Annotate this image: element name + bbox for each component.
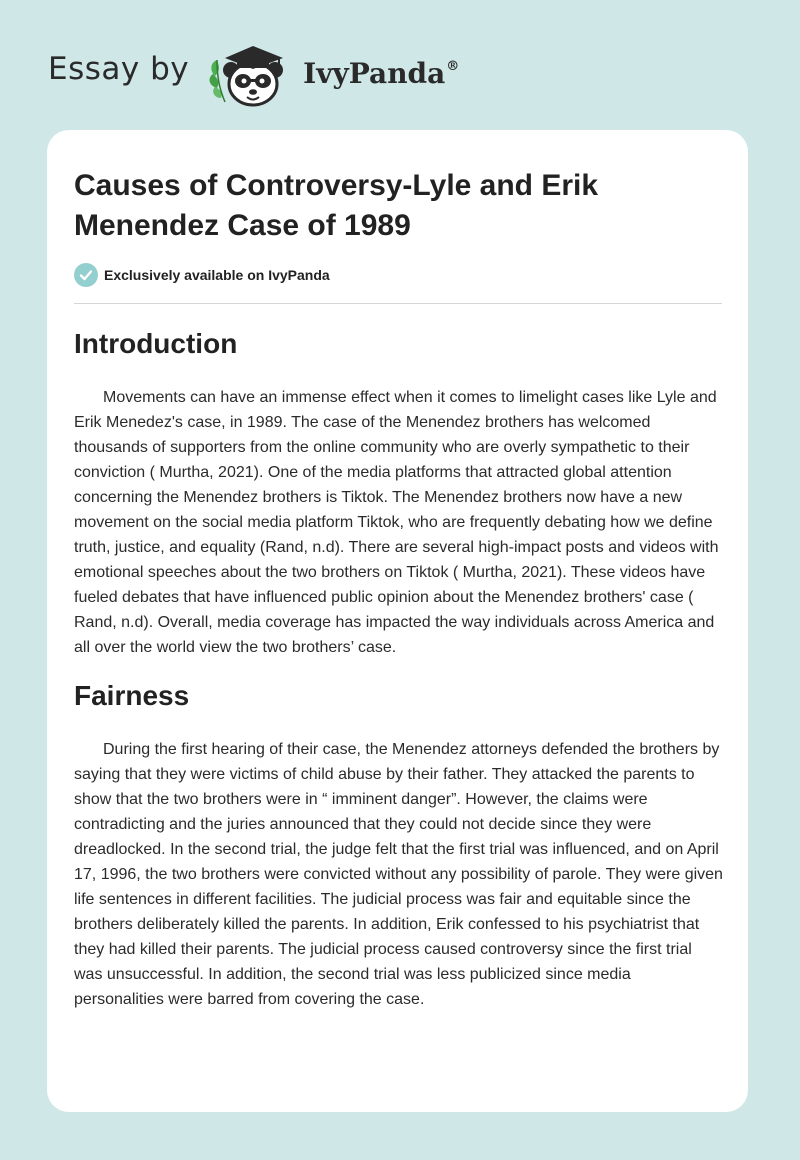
ivy-leaf-icon [210, 60, 225, 102]
section-heading-fairness: Fairness [74, 680, 190, 711]
page-title: Causes of Controversy-Lyle and Erik Menendez Case of 1989 [74, 169, 599, 242]
brand-name: IvyPanda® [303, 56, 460, 90]
section-body-fairness: During the first hearing of their case, the Menendez attorneys defended the brothers by saying that they were victims of child abuse by their father. They attacked the parents to show that the two brothers were in “ imminent danger”. However, the claims were contradicting and the juries announced that they could not decide since they were dreadlocked. In the second trial, the judge felt that the first trial was influenced, and on April 17, 1996, the two brothers were convicted without any possibility of parole. They were given life sentences in different facilities. The judicial process was fair and equitable since the brothers deliberately killed the parents. In addition, Erik confessed to his psychiatrist that they had killed their parents. The judicial process caused controversy since the first trial was unsuccessful. In addition, the second trial was less publicized since media personalities were barred from covering the case. [74, 741, 723, 1008]
essay-card [47, 130, 748, 1112]
divider [74, 303, 722, 304]
check-badge-icon [74, 263, 98, 287]
exclusive-label: Exclusively available on IvyPanda [104, 267, 330, 283]
site-header [48, 36, 459, 108]
registered-mark: ® [446, 58, 460, 74]
exclusive-badge [74, 263, 330, 287]
essay-by-label: Essay by [48, 51, 190, 87]
section-body-introduction: Movements can have an immense effect when it comes to limelight cases like Lyle and Erik Menedez's case, in 1989. The case of the Menendez brothers has welcomed thousands of supporters from the online community who are overly sympathetic to their conviction ( Murtha, 2021). One of the media platforms that attracted global attention concerning the Menendez brothers is Tiktok. The Menendez brothers now have a new movement on the social media platform Tiktok, who are frequently debating how we define truth, justice, and equality (Rand, n.d). There are several high-impact posts and videos with emotional speeches about the two brothers on Tiktok ( Murtha, 2021). These videos have fueled debates that have influenced public opinion about the Menendez brothers' case ( Rand, n.d). Overall, media coverage has impacted the way individuals across America and all over the world view the two brothers’ case. [74, 389, 719, 656]
section-heading-introduction: Introduction [74, 328, 238, 359]
panda-logo-icon [205, 36, 295, 108]
